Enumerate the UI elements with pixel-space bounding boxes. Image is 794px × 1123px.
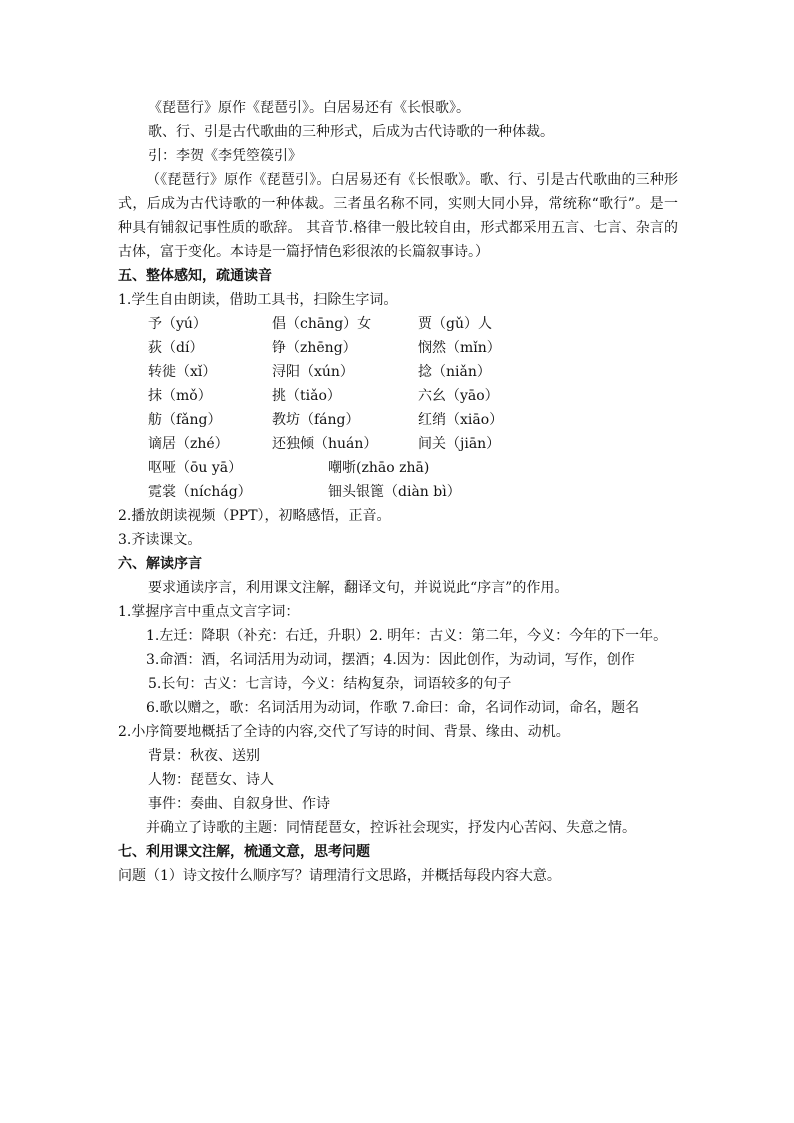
word-note-3: 5.长句：古义：七言诗，今义：结构复杂，词语较多的句子 xyxy=(148,676,512,692)
word-note-4: 6.歌以赠之，歌：名词活用为动词，作歌 7.命曰：命，名词作动词，命名，题名 xyxy=(146,700,640,716)
section-6-requirement: 要求通读序言，利用课文注解，翻译文句，并说说此“序言”的作用。 xyxy=(148,580,569,596)
section-5-step-1: 1.学生自由朗读，借助工具书，扫除生字词。 xyxy=(118,292,398,308)
vocab-item: 转徙（xǐ） xyxy=(148,364,217,380)
theme-paragraph: 并确立了诗歌的主题：同情琵琶女，控诉社会现实，抒发内心苦闷、失意之情。 xyxy=(146,820,636,836)
vocab-item: 还独倾（huán） xyxy=(272,436,378,452)
characters-line: 人物：琵琶女、诗人 xyxy=(148,772,274,788)
word-note-1: 1.左迁：降职（补充：右迁，升职）2. 明年：古义：第二年，今义：今年的下一年。 xyxy=(146,628,668,644)
question-1: 问题（1）诗文按什么顺序写？请理清行文思路，并概括每段内容大意。 xyxy=(118,868,561,884)
intro-line-1: 《琵琶行》原作《琵琶引》。白居易还有《长恨歌》。 xyxy=(148,100,470,116)
vocab-item: 呕哑（ōu yā） xyxy=(148,460,243,476)
vocab-item: 红绡（xiāo） xyxy=(418,412,504,428)
vocab-item: 舫（fǎng） xyxy=(148,412,222,428)
vocab-item: 霓裳（níchág） xyxy=(148,484,252,500)
intro-line-2: 歌、行、引是古代歌曲的三种形式，后成为古代诗歌的一种体裁。 xyxy=(148,124,554,140)
vocab-grid-three-col xyxy=(118,312,678,456)
vocab-item: 予（yú） xyxy=(148,316,207,332)
events-line: 事件：奏曲、自叙身世、作诗 xyxy=(148,796,330,812)
vocab-item: 悯然（mǐn） xyxy=(418,340,501,356)
vocab-item: 谪居（zhé） xyxy=(148,436,229,452)
vocab-item: 贾（gǔ）人 xyxy=(418,316,492,332)
section-6-heading: 六、解读序言 xyxy=(118,556,202,572)
section-5-step-2: 2.播放朗读视频（PPT），初略感悟，正音。 xyxy=(118,508,391,524)
word-note-2: 3.命酒：酒，名词活用为动词，摆酒；4.因为：因此创作，为动词，写作，创作 xyxy=(146,652,635,668)
section-5-step-3: 3.齐读课文。 xyxy=(118,532,202,548)
vocab-item: 钿头银篦（diàn bì） xyxy=(328,484,461,500)
vocab-item: 荻（dí） xyxy=(148,340,204,356)
intro-paragraph: （《琵琶行》原作《琵琶引》。白居易还有《长恨歌》。歌、行、引是古代歌曲的三种形式，后成为古代诗歌的一种体裁。三者虽名称不同，实则大同小异，常统称“歌行”。是一种具有铺叙记事性质的歌辞。 其音节.格律一般比较自由，形式都采用五言、七言、杂言的古体，富于变化。本诗是一篇抒情色彩很浓的长篇叙事诗。） xyxy=(118,172,678,260)
intro-line-3: 引：李贺《李凭箜篌引》 xyxy=(148,148,302,164)
section-7-heading: 七、利用课文注解，梳通文意，思考问题 xyxy=(118,844,370,860)
background-line: 背景：秋夜、送别 xyxy=(148,748,260,764)
vocab-item: 抹（mǒ） xyxy=(148,388,212,404)
vocab-item: 挑（tiǎo） xyxy=(272,388,341,404)
vocab-item: 捻（niǎn） xyxy=(418,364,491,380)
vocab-item: 六幺（yāo） xyxy=(418,388,499,404)
section-6-step-1: 1.掌握序言中重点文言字词： xyxy=(118,604,300,620)
document-page xyxy=(118,96,678,888)
vocab-item: 嘲哳(zhāo zhā) xyxy=(328,460,430,476)
section-6-step-2: 2.小序简要地概括了全诗的内容,交代了写诗的时间、背景、缘由、动机。 xyxy=(118,724,570,740)
section-5-heading: 五、整体感知，疏通读音 xyxy=(118,268,272,284)
vocab-item: 浔阳（xún） xyxy=(272,364,354,380)
vocab-item: 教坊（fáng） xyxy=(272,412,360,428)
vocab-item: 倡（chāng）女 xyxy=(272,316,372,332)
vocab-item: 间关（jiān） xyxy=(418,436,501,452)
vocab-item: 铮（zhēng） xyxy=(272,340,357,356)
vocab-grid-two-col xyxy=(118,456,678,504)
